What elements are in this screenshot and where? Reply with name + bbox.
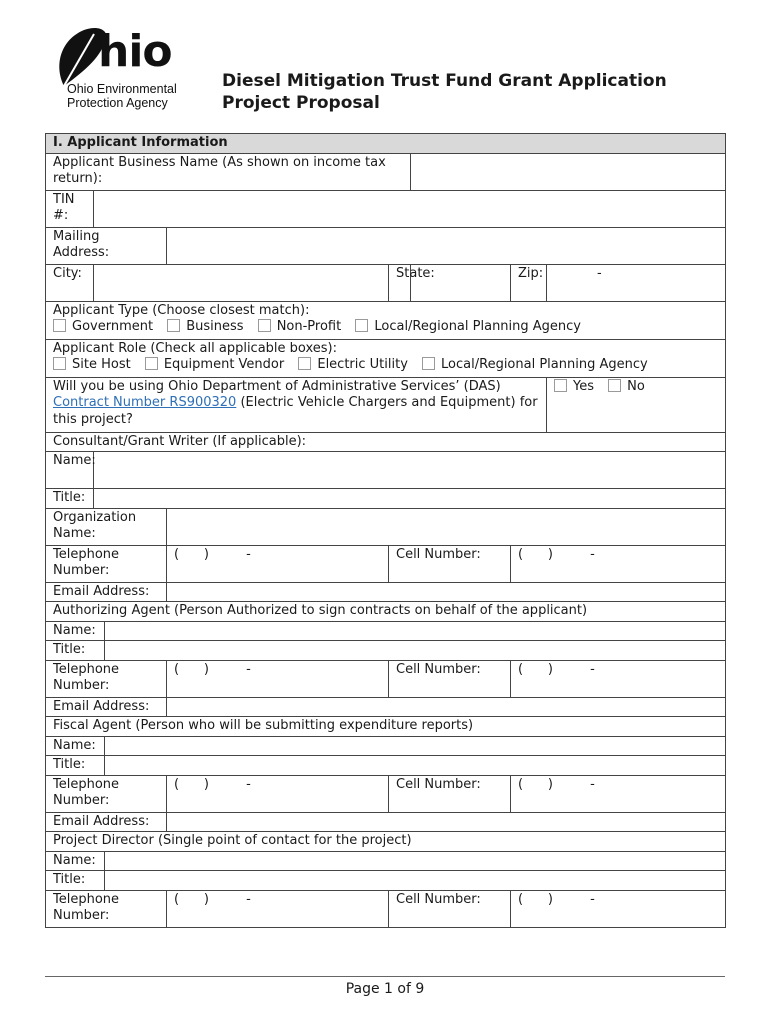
authorizing-name-label: Name:	[46, 621, 105, 641]
checkbox[interactable]	[145, 357, 158, 370]
consultant-tel-field[interactable]: ( ) -	[167, 545, 389, 582]
consultant-name-field[interactable]	[94, 452, 726, 489]
director-title-field[interactable]	[105, 871, 726, 891]
type-option-nonprofit[interactable]: Non-Profit	[258, 319, 342, 334]
section-heading: I. Applicant Information	[46, 134, 726, 154]
fiscal-title-label: Title:	[46, 756, 105, 776]
zip-dash: -	[597, 265, 602, 281]
city-field[interactable]	[94, 264, 389, 301]
checkbox[interactable]	[53, 357, 66, 370]
applicant-form	[45, 133, 726, 928]
director-cell-label: Cell Number:	[389, 890, 511, 927]
director-title-label: Title:	[46, 871, 105, 891]
consultant-org-field[interactable]	[167, 508, 726, 545]
consultant-title-field[interactable]	[94, 489, 726, 509]
checkbox[interactable]	[608, 379, 621, 392]
role-option-site-host[interactable]: Site Host	[53, 357, 131, 372]
footer-divider	[45, 976, 725, 977]
role-option-equipment-vendor[interactable]: Equipment Vendor	[145, 357, 284, 372]
city-label: City:	[46, 264, 94, 301]
fiscal-cell-field[interactable]: ( ) -	[511, 775, 726, 812]
business-name-field[interactable]	[411, 153, 726, 190]
authorizing-tel-label: Telephone Number:	[46, 660, 167, 697]
consultant-title-label: Title:	[46, 489, 94, 509]
fiscal-heading: Fiscal Agent (Person who will be submitting expenditure reports)	[46, 717, 726, 737]
type-option-government[interactable]: Government	[53, 319, 153, 334]
authorizing-title-label: Title:	[46, 641, 105, 661]
authorizing-title-field[interactable]	[105, 641, 726, 661]
das-no-option[interactable]: No	[608, 379, 645, 394]
business-name-label: Applicant Business Name (As shown on income tax return):	[46, 153, 411, 190]
state-label: State:	[389, 264, 411, 301]
checkbox[interactable]	[53, 319, 66, 332]
applicant-type-cell	[46, 301, 726, 339]
applicant-role-cell	[46, 339, 726, 377]
das-answer-cell	[547, 377, 726, 432]
authorizing-name-field[interactable]	[105, 621, 726, 641]
authorizing-heading: Authorizing Agent (Person Authorized to sign contracts on behalf of the applicant)	[46, 602, 726, 622]
consultant-cell-label: Cell Number:	[389, 545, 511, 582]
checkbox[interactable]	[554, 379, 567, 392]
checkbox[interactable]	[167, 319, 180, 332]
type-option-business[interactable]: Business	[167, 319, 243, 334]
mailing-address-field[interactable]	[167, 227, 726, 264]
ohio-epa-logo	[50, 24, 200, 114]
fiscal-name-label: Name:	[46, 736, 105, 756]
zip-field[interactable]	[547, 264, 726, 301]
fiscal-email-field[interactable]	[167, 812, 726, 832]
mailing-address-label: Mailing Address:	[46, 227, 167, 264]
authorizing-cell-label: Cell Number:	[389, 660, 511, 697]
fiscal-tel-field[interactable]: ( ) -	[167, 775, 389, 812]
director-heading: Project Director (Single point of contact for the project)	[46, 832, 726, 852]
consultant-tel-label: Telephone Number:	[46, 545, 167, 582]
page-number: Page 1 of 9	[345, 981, 425, 997]
consultant-name-label: Name:	[46, 452, 94, 489]
director-tel-field[interactable]: ( ) -	[167, 890, 389, 927]
tin-label: TIN #:	[46, 190, 94, 227]
fiscal-cell-label: Cell Number:	[389, 775, 511, 812]
fiscal-email-label: Email Address:	[46, 812, 167, 832]
director-cell-field[interactable]: ( ) -	[511, 890, 726, 927]
director-tel-label: Telephone Number:	[46, 890, 167, 927]
authorizing-cell-field[interactable]: ( ) -	[511, 660, 726, 697]
authorizing-tel-field[interactable]: ( ) -	[167, 660, 389, 697]
document-title: Diesel Mitigation Trust Fund Grant Application Project Proposal	[222, 71, 667, 113]
consultant-cell-field[interactable]: ( ) -	[511, 545, 726, 582]
director-name-field[interactable]	[105, 851, 726, 871]
checkbox[interactable]	[258, 319, 271, 332]
fiscal-name-field[interactable]	[105, 736, 726, 756]
tin-field[interactable]	[94, 190, 726, 227]
director-name-label: Name:	[46, 851, 105, 871]
fiscal-title-field[interactable]	[105, 756, 726, 776]
authorizing-email-label: Email Address:	[46, 697, 167, 717]
checkbox[interactable]	[298, 357, 311, 370]
logo-agency-name: Ohio Environmental Protection Agency	[67, 82, 177, 110]
role-option-electric-utility[interactable]: Electric Utility	[298, 357, 408, 372]
authorizing-email-field[interactable]	[167, 697, 726, 717]
applicant-role-label: Applicant Role (Check all applicable boxes):	[53, 340, 337, 356]
section-header-row	[46, 134, 726, 154]
das-question: Will you be using Ohio Department of Administrative Services’ (DAS) Contract Number RS900320 (Electric Vehicle Chargers and Equipment) for this project?	[46, 377, 547, 432]
logo-wordmark: hio	[98, 26, 172, 77]
consultant-email-field[interactable]	[167, 582, 726, 602]
consultant-email-label: Email Address:	[46, 582, 167, 602]
role-option-planning-agency[interactable]: Local/Regional Planning Agency	[422, 357, 648, 372]
das-contract-link[interactable]: Contract Number RS900320	[53, 395, 237, 410]
zip-label: Zip:	[511, 264, 547, 301]
consultant-org-label: Organization Name:	[46, 508, 167, 545]
fiscal-tel-label: Telephone Number:	[46, 775, 167, 812]
checkbox[interactable]	[355, 319, 368, 332]
consultant-heading: Consultant/Grant Writer (If applicable):	[46, 432, 726, 452]
das-yes-option[interactable]: Yes	[554, 379, 594, 394]
checkbox[interactable]	[422, 357, 435, 370]
type-option-planning-agency[interactable]: Local/Regional Planning Agency	[355, 319, 581, 334]
applicant-type-label: Applicant Type (Choose closest match):	[53, 302, 310, 318]
